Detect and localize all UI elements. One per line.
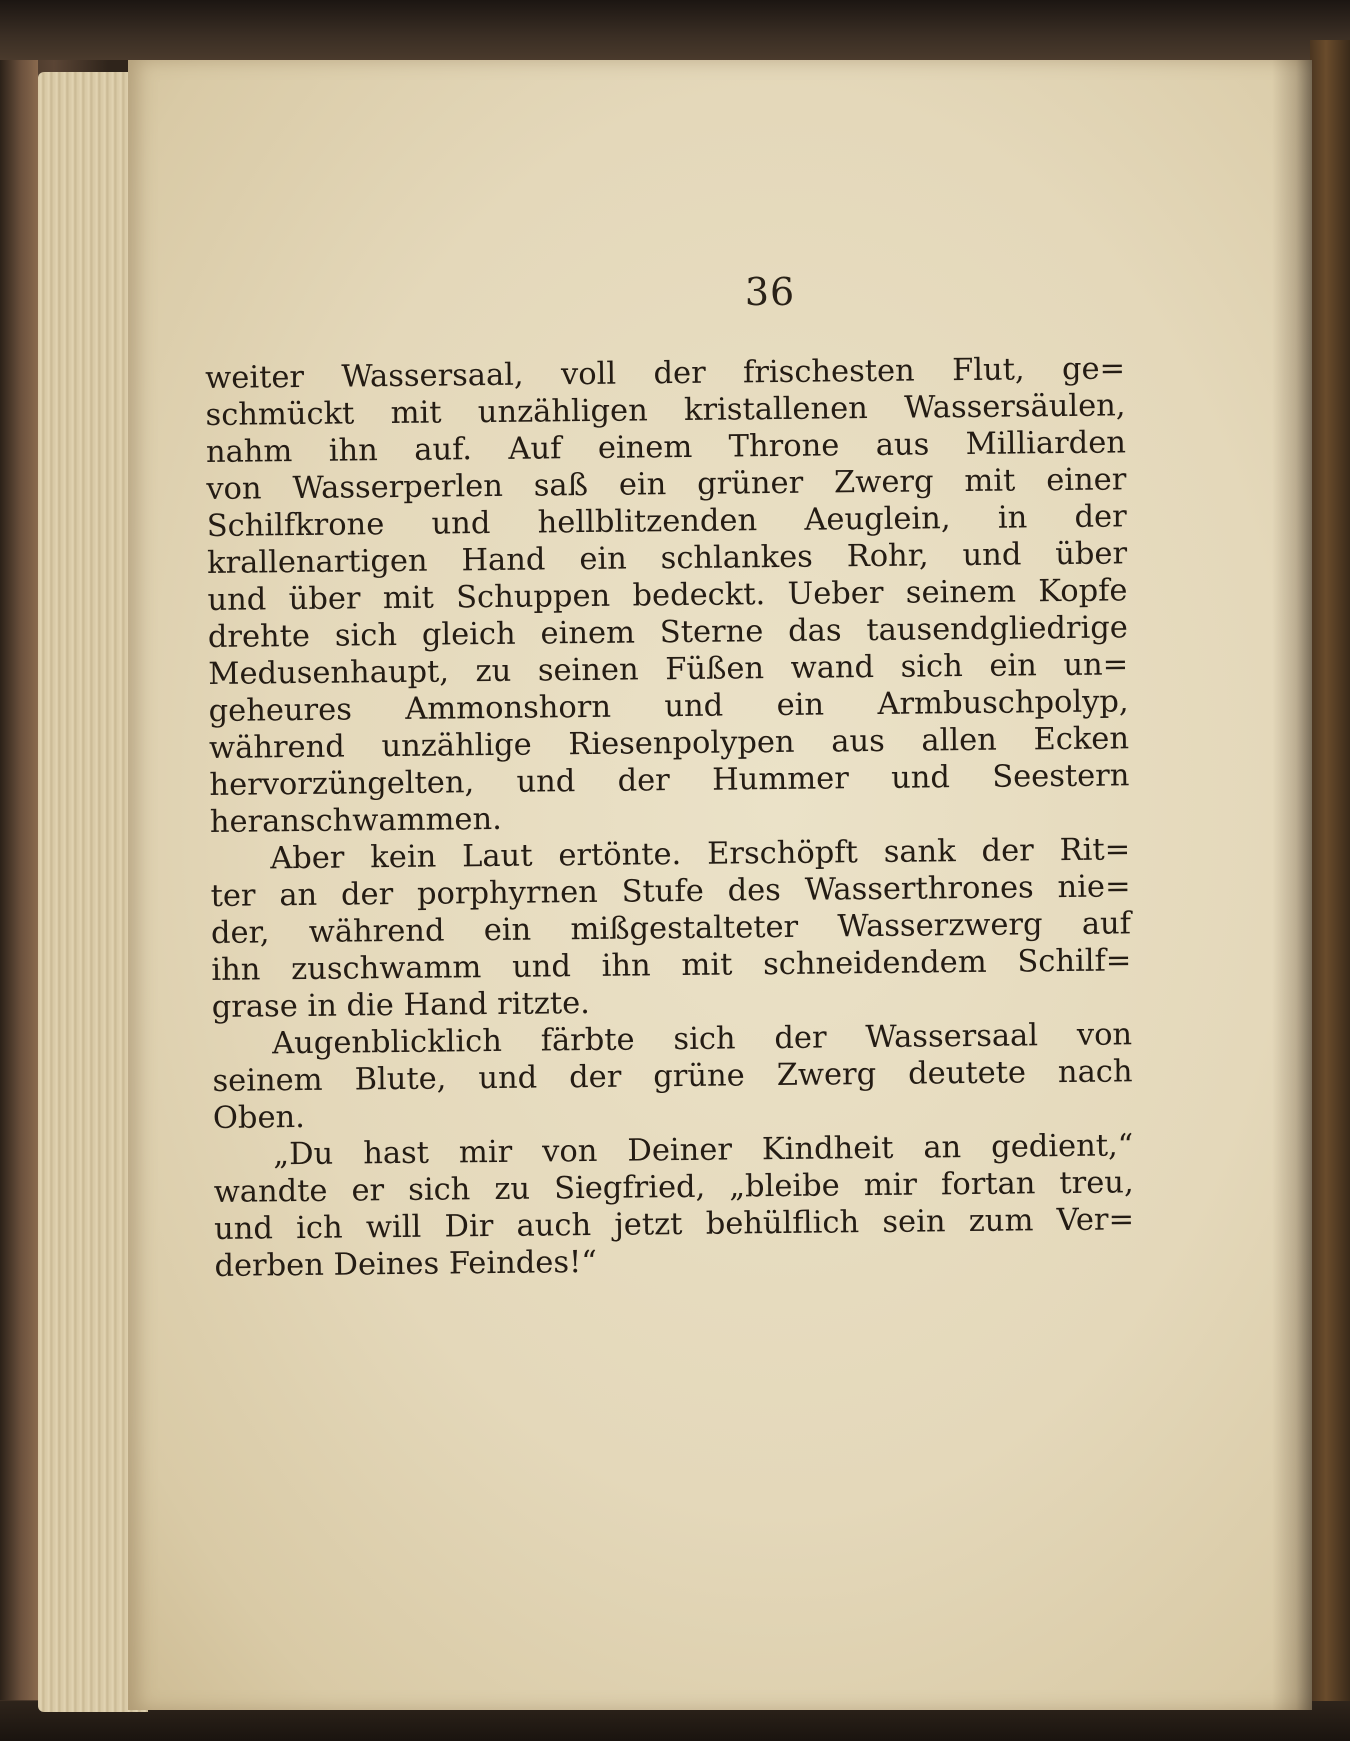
text-line: krallenartigen Hand ein schlankes Rohr, und über <box>206 536 1128 581</box>
text-line: weiter Wassersaal, voll der frischesten Flut, ge= <box>205 351 1126 396</box>
text-line: drehte sich gleich einem Sterne das tausendgliedrige <box>207 610 1129 655</box>
text-line: derben Deines Feindes!“ <box>214 1244 598 1284</box>
text-line: während unzählige Riesenpolypen aus allen Ecken <box>208 721 1130 766</box>
text-line: heranschwammen. <box>209 801 503 840</box>
text-line: „Du hast mir von Deiner Kindheit an gedient,“ <box>273 1128 1134 1173</box>
text-line: Schilfkrone und hellblitzenden Aeuglein, in der <box>206 499 1127 544</box>
text-line: ihn zuschwamm und ihn mit schneidendem Schilf= <box>211 943 1132 988</box>
cover-top-edge <box>0 0 1350 60</box>
text-line: hervorzüngelten, und der Hummer und Seestern <box>209 758 1130 803</box>
text-line: wandte er sich zu Siegfried, „bleibe mir fortan treu, <box>213 1165 1134 1210</box>
text-line: schmückt mit unzähligen kristallenen Wassersäulen, <box>205 388 1126 433</box>
text-line: Medusenhaupt, zu seinen Füßen wand sich ein un= <box>208 647 1129 692</box>
text-line: von Wasserperlen saß ein grüner Zwerg mit einer <box>206 462 1127 507</box>
text-line: seinem Blute, und der grüne Zwerg deutete nach <box>212 1054 1133 1099</box>
text-line: grase in die Hand ritzte. <box>211 986 591 1025</box>
text-line: ter an der porphyrnen Stufe des Wasserthrones nie= <box>210 869 1131 914</box>
text-line: Aber kein Laut ertönte. Erschöpft sank der Rit= <box>270 832 1131 877</box>
page-body-text <box>205 350 1135 1285</box>
text-line: und über mit Schuppen bedeckt. Ueber seinem Kopfe <box>207 573 1128 618</box>
text-line: geheures Ammonshorn und ein Armbuschpolyp, <box>208 684 1129 729</box>
text-line: Oben. <box>212 1099 306 1136</box>
text-line: und ich will Dir auch jetzt behülflich sein zum Ver= <box>213 1202 1135 1247</box>
text-line: nahm ihn auf. Auf einem Throne aus Milliarden <box>205 425 1127 470</box>
text-line: Augenblicklich färbte sich der Wassersaal von <box>271 1017 1133 1062</box>
text-line: der, während ein mißgestalteter Wasserzwerg auf <box>210 906 1132 951</box>
page-number: 36 <box>744 270 796 314</box>
